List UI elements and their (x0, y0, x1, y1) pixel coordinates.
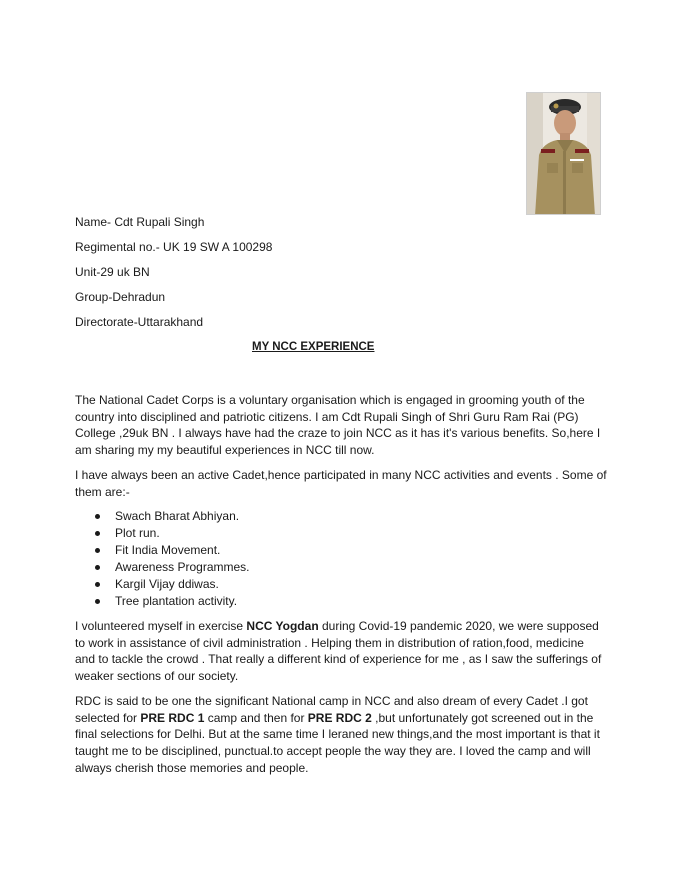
list-item (92, 593, 250, 610)
activities-intro-paragraph: I have always been an active Cadet,hence participated in many NCC activities and events . Some of them are:- (75, 468, 607, 499)
activities-list (92, 508, 250, 610)
yogdan-text-post: during Covid-19 pandemic 2020, we were supposed to work in assistance of civil administration . Helping them in distribution of ration,food, medicine and to tackle the crowd . That really a different kind of experience for me , as I saw the sufferings of weaker sections of our society. (75, 619, 602, 684)
list-item-text: Fit India Movement. (115, 543, 221, 557)
rdc-text-c: ,but unfortunately got screened out in the final selections for Delhi. But at the same time I leraned new things,and the most important is that it taught me to be disciplined, punctual.to accept people the way they are. I loved the camp and will always cherish those memories and people. (75, 710, 600, 775)
cadet-portrait-illustration (527, 93, 601, 215)
group: Group-Dehradun (75, 290, 166, 304)
rdc-paragraph (75, 693, 607, 777)
directorate: Directorate-Uttarakhand (75, 315, 204, 329)
cadet-name: Name- Cdt Rupali Singh (75, 215, 205, 229)
list-item (92, 576, 250, 593)
list-item-text: Awareness Programmes. (115, 560, 250, 574)
bullet-icon (95, 531, 100, 536)
bullet-icon (95, 599, 100, 604)
unit: Unit-29 uk BN (75, 265, 150, 279)
intro-paragraph: The National Cadet Corps is a voluntary organisation which is engaged in grooming youth of the country into disciplined and patriotic citizens. I am Cdt Rupali Singh of Shri Guru Ram Rai (PG) College ,29uk BN . I always have had the craze to join NCC as it has it's various benefits. So,here I am sharing my my beautiful experiences in NCC till now. (75, 393, 601, 458)
bullet-icon (95, 582, 100, 587)
list-item-text: Tree plantation activity. (115, 594, 238, 608)
rdc-text-b: camp and then for (204, 710, 308, 725)
bullet-icon (95, 565, 100, 570)
list-item-text: Kargil Vijay ddiwas. (115, 577, 219, 591)
list-item-text: Swach Bharat Abhiyan. (115, 509, 240, 523)
yogdan-text-pre: I volunteered myself in exercise (75, 619, 247, 633)
rdc-camp-1: PRE RDC 1 (140, 710, 205, 725)
list-item (92, 559, 250, 576)
list-item-text: Plot run. (115, 526, 160, 540)
list-item (92, 542, 250, 559)
list-item (92, 508, 250, 525)
rdc-camp-2: PRE RDC 2 (307, 710, 372, 725)
regimental-number: Regimental no.- UK 19 SW A 100298 (75, 240, 273, 254)
yogdan-exercise-name: NCC Yogdan (246, 619, 319, 633)
yogdan-paragraph (75, 618, 607, 685)
page-title: MY NCC EXPERIENCE (252, 341, 375, 353)
rdc-text-a: RDC is said to be one the significant National camp in NCC and also dream of every Cadet .I got selected for (75, 694, 588, 725)
bullet-icon (95, 548, 100, 553)
list-item (92, 525, 250, 542)
bullet-icon (95, 514, 100, 519)
cadet-photo (526, 92, 601, 215)
